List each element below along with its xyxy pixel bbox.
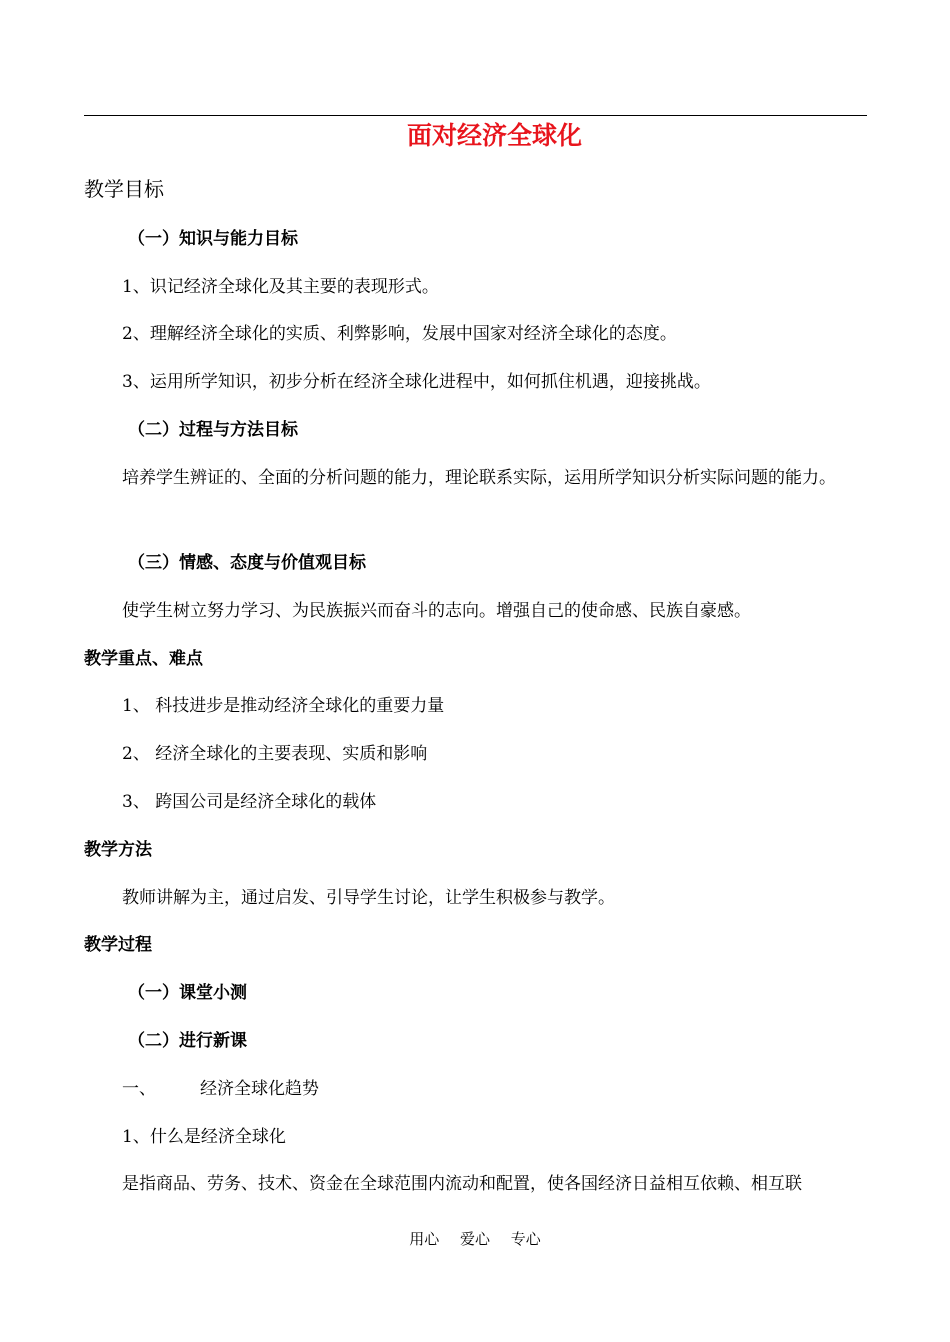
method-text: 教师讲解为主，通过启发、引导学生讨论，让学生积极参与教学。 — [122, 888, 615, 908]
goal1-item-1: 1、识记经济全球化及其主要的表现形式。 — [122, 277, 439, 297]
goal1-heading: （一）知识与能力目标 — [128, 229, 298, 249]
header-rule — [84, 115, 867, 116]
goal2-heading: （二）过程与方法目标 — [128, 420, 298, 440]
goal1-item-3: 3、运用所学知识，初步分析在经济全球化进程中，如何抓住机遇，迎接挑战。 — [122, 372, 711, 392]
goal2-text: 培养学生辨证的、全面的分析问题的能力，理论联系实际，运用所学知识分析实际问题的能力。 — [122, 468, 836, 488]
footer-item-1: 用心 — [409, 1230, 440, 1248]
question-1: 1、什么是经济全球化 — [122, 1127, 286, 1147]
part1-title: 经济全球化趋势 — [200, 1079, 319, 1099]
keypoint-3: 3、 跨国公司是经济全球化的载体 — [122, 792, 377, 812]
footer-item-2: 爱心 — [459, 1230, 490, 1248]
goal1-item-2: 2、理解经济全球化的实质、利弊影响，发展中国家对经济全球化的态度。 — [122, 324, 677, 344]
part1-heading — [122, 1077, 319, 1101]
goals-heading: 教学目标 — [84, 177, 164, 201]
goal3-text: 使学生树立努力学习、为民族振兴而奋斗的志向。增强自己的使命感、民族自豪感。 — [122, 601, 751, 621]
footer-item-3: 专心 — [510, 1230, 541, 1248]
page-footer — [0, 1228, 950, 1250]
page-title: 面对经济全球化 — [406, 121, 582, 150]
process-sub2: （二）进行新课 — [128, 1031, 247, 1051]
goal3-heading: （三）情感、态度与价值观目标 — [128, 553, 366, 573]
method-heading: 教学方法 — [84, 840, 152, 860]
part1-number: 一、 — [122, 1079, 156, 1099]
process-sub1: （一）课堂小测 — [128, 983, 247, 1003]
keypoint-2: 2、 经济全球化的主要表现、实质和影响 — [122, 744, 428, 764]
process-heading: 教学过程 — [84, 935, 152, 955]
keypoint-1: 1、 科技进步是推动经济全球化的重要力量 — [122, 696, 445, 716]
question-1-text: 是指商品、劳务、技术、资金在全球范围内流动和配置，使各国经济日益相互依赖、相互联 — [122, 1174, 802, 1194]
keypoints-heading: 教学重点、难点 — [84, 649, 203, 669]
